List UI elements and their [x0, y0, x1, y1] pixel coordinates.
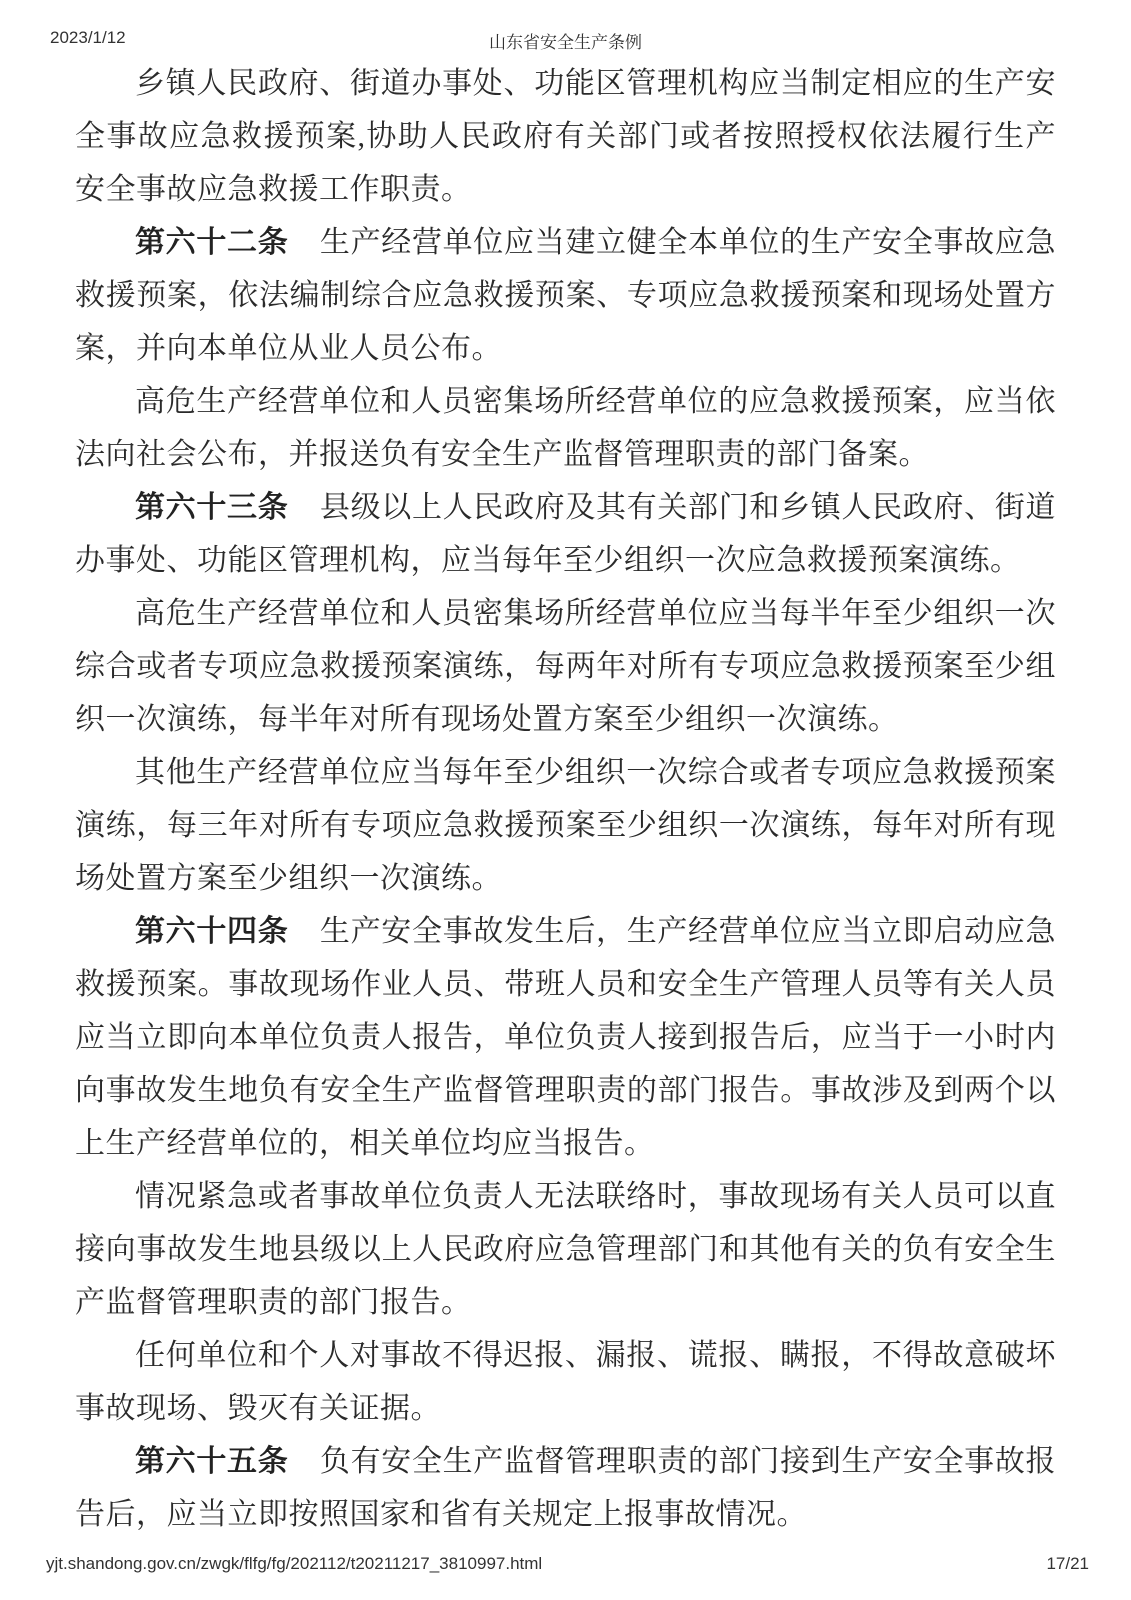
paragraph — [75, 746, 1056, 905]
paragraph-text: 高危生产经营单位和人员密集场所经营单位应当每半年至少组织一次综合或者专项应急救援预案演练，每两年对所有专项应急救援预案至少组织一次演练，每半年对所有现场处置方案至少组织一次演练。 — [75, 597, 1056, 736]
paragraph — [75, 1329, 1056, 1435]
page-number: 17/21 — [1046, 1554, 1089, 1573]
paragraph — [75, 481, 1056, 587]
print-footer — [46, 1554, 1089, 1574]
paragraph — [75, 587, 1056, 746]
source-url: yjt.shandong.gov.cn/zwgk/flfg/fg/202112/t20211217_3810997.html — [46, 1554, 543, 1573]
article-number: 第六十三条 — [135, 491, 289, 524]
paragraph-text: 生产安全事故发生后，生产经营单位应当立即启动应急救援预案。事故现场作业人员、带班人员和安全生产管理人员等有关人员应当立即向本单位负责人报告，单位负责人接到报告后，应当于一小时内向事故发生地负有安全生产监督管理职责的部门报告。事故涉及到两个以上生产经营单位的，相关单位均应当报告。 — [75, 915, 1057, 1160]
paragraph — [75, 216, 1056, 375]
article-number: 第六十二条 — [135, 226, 289, 259]
print-header — [50, 28, 1081, 52]
article-number: 第六十五条 — [135, 1445, 289, 1478]
paragraph — [75, 375, 1056, 481]
paragraph-text: 乡镇人民政府、街道办事处、功能区管理机构应当制定相应的生产安全事故应急救援预案,协助人民政府有关部门或者按照授权依法履行生产安全事故应急救援工作职责。 — [75, 67, 1056, 206]
paragraph-text: 其他生产经营单位应当每年至少组织一次综合或者专项应急救援预案演练，每三年对所有专项应急救援预案至少组织一次演练，每年对所有现场处置方案至少组织一次演练。 — [75, 756, 1056, 895]
paragraph — [75, 905, 1056, 1170]
paragraph — [75, 1170, 1056, 1329]
article-number: 第六十四条 — [135, 915, 289, 948]
paragraph-text: 高危生产经营单位和人员密集场所经营单位的应急救援预案，应当依法向社会公布，并报送负有安全生产监督管理职责的部门备案。 — [75, 385, 1056, 471]
paragraph — [75, 1435, 1056, 1541]
document-body — [75, 57, 1056, 1541]
paragraph-text: 生产经营单位应当建立健全本单位的生产安全事故应急救援预案，依法编制综合应急救援预案、专项应急救援预案和现场处置方案，并向本单位从业人员公布。 — [75, 226, 1057, 365]
paragraph-text: 情况紧急或者事故单位负责人无法联络时，事故现场有关人员可以直接向事故发生地县级以上人民政府应急管理部门和其他有关的负有安全生产监督管理职责的部门报告。 — [75, 1180, 1056, 1319]
paragraph-text: 任何单位和个人对事故不得迟报、漏报、谎报、瞒报，不得故意破坏事故现场、毁灭有关证据。 — [75, 1339, 1056, 1425]
document-title: 山东省安全生产条例 — [489, 33, 642, 52]
paragraph-text: 县级以上人民政府及其有关部门和乡镇人民政府、街道办事处、功能区管理机构，应当每年至少组织一次应急救援预案演练。 — [75, 491, 1057, 577]
paragraph-text: 负有安全生产监督管理职责的部门接到生产安全事故报告后，应当立即按照国家和省有关规定上报事故情况。 — [75, 1445, 1057, 1531]
print-date: 2023/1/12 — [50, 28, 126, 47]
paragraph — [75, 57, 1056, 216]
